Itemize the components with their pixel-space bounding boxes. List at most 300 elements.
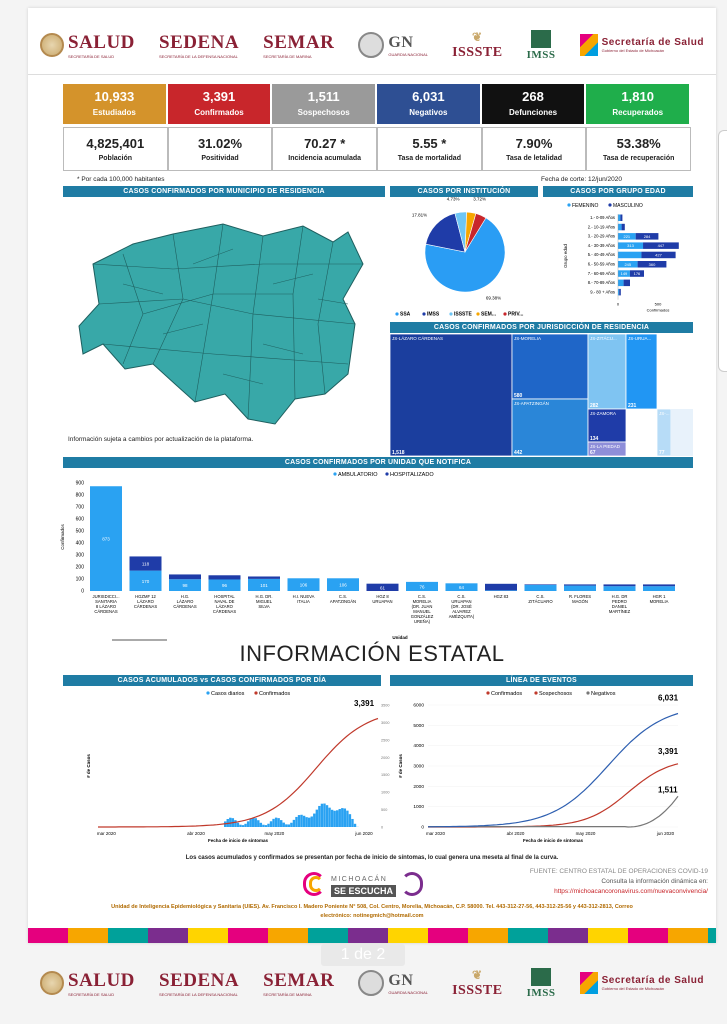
- unidad-ytick-6: 600: [75, 516, 84, 523]
- acum-legend-0: Casos diarios: [211, 690, 245, 697]
- stat-label: Defunciones: [509, 108, 558, 117]
- unidad-category-6: C.S. APATZINGÁN: [329, 594, 357, 604]
- section-unidad: CASOS CONFIRMADOS POR UNIDAD QUE NOTIFICA: [63, 457, 693, 468]
- treemap-value-5: 134: [590, 436, 599, 442]
- acum-day-bar: [262, 825, 264, 827]
- edad-label-fem-6: 149: [620, 271, 628, 277]
- gn-logo: GN GUARDIA NACIONAL: [358, 970, 428, 996]
- event-xtick-0: mar 2020: [425, 831, 446, 836]
- treemap-name-2: JS-APATZINGÁN: [514, 401, 549, 406]
- imss-logo: IMSS: [527, 30, 556, 61]
- acum-day-bar: [354, 824, 356, 827]
- institucion-pie-chart: [390, 196, 540, 320]
- acum-ytick-5: 2500: [381, 738, 390, 743]
- section-eventos: LÍNEA DE EVENTOS: [390, 675, 693, 686]
- acum-xtick-2: may 2020: [264, 831, 285, 836]
- unidad-category-0: JURISDICCI... SANITARIA 8 LÁZARO CÁRDENAS: [92, 594, 120, 614]
- unidad-ytick-5: 500: [75, 528, 84, 535]
- unidad-ytick-7: 700: [75, 504, 84, 511]
- stat-rate-5: [586, 127, 691, 171]
- unidad-bar-hosp-14: [643, 584, 675, 586]
- stat-rate-1: [168, 127, 273, 171]
- acum-ytick-3: 1500: [381, 773, 390, 778]
- acum-xlabel: Fecha de inicio de síntomas: [207, 838, 269, 843]
- stat-value: 53.38%: [616, 136, 661, 151]
- acum-day-bar: [275, 818, 277, 827]
- unidad-label-amb-5: 106: [299, 582, 308, 588]
- edad-xtick-0: 0: [616, 301, 620, 307]
- secretaria-salud-logo: Secretaría de Salud Gobierno del Estado de Michoacán: [580, 34, 704, 56]
- unidad-bar-amb-13: [604, 586, 636, 591]
- fuente: FUENTE: CENTRO ESTATAL DE OPERACIONES COVID-19: [529, 868, 708, 875]
- treemap-value-7: 77: [659, 450, 665, 456]
- stat-value: 4,825,401: [86, 136, 145, 151]
- edad-category-3: 4.- 30-39 Años: [587, 242, 615, 248]
- acum-day-bar: [339, 809, 341, 827]
- acum-day-bar: [318, 806, 320, 827]
- edad-ylabel: Grupo edad: [563, 244, 568, 268]
- consulta-url-link[interactable]: https://michoacancoronavirus.com/nuevaconvivencia/: [554, 888, 708, 895]
- unidad-bar-hosp-11: [525, 584, 557, 585]
- stat-label: Estudiados: [92, 108, 136, 117]
- report-page: [28, 8, 716, 943]
- treemap-value-4: 231: [628, 403, 637, 409]
- event-ylabel: # de Casos: [398, 754, 403, 778]
- event-ytick-0: 0: [421, 825, 424, 831]
- section-acumulados: CASOS ACUMULADOS vs CASOS CONFIRMADOS POR DÍA: [63, 675, 381, 686]
- stat-label: Tasa de mortalidad: [397, 155, 461, 162]
- stat-rate-4: [482, 127, 587, 171]
- stat-value: 268: [522, 89, 544, 104]
- stat-value: 5.55 *: [412, 136, 447, 151]
- stat-defunciones: [482, 84, 587, 124]
- eventos-line-chart: [388, 687, 700, 847]
- logo-bar: [28, 22, 716, 68]
- acum-day-bar: [249, 819, 251, 827]
- unidad-legend-swatch-1: [385, 472, 388, 475]
- email-link[interactable]: electrónico: notinegmich@hotmail.com: [320, 913, 424, 919]
- unidad-category-2: H.G. LÁZARO CÁRDENAS: [173, 594, 197, 609]
- unidad-bar-amb-14: [643, 586, 675, 591]
- stat-label: Confirmados: [194, 108, 244, 117]
- brand-line2: SE ESCUCHA: [331, 885, 396, 897]
- section-jurisdiccion: CASOS CONFIRMADOS POR JURISDICCIÓN DE RESIDENCIA: [390, 322, 693, 333]
- informacion-estatal-title: INFORMACIÓN ESTATAL: [239, 641, 505, 666]
- unidad-ytick-1: 100: [75, 576, 84, 583]
- stat-value: 7.90%: [515, 136, 553, 151]
- edad-bar-masc-8: [619, 289, 621, 296]
- map-note: Información sujeta a cambios por actualización de la plataforma.: [68, 436, 254, 443]
- acum-xtick-1: abr 2020: [187, 831, 205, 836]
- michoacan-map: [63, 204, 385, 454]
- treemap-value-3: 282: [590, 403, 599, 409]
- unidad-label-amb-2: 98: [182, 583, 188, 589]
- michoacan-brand: [303, 868, 423, 902]
- event-xtick-3: jun 2020: [656, 831, 675, 836]
- treemap-remainder: [671, 409, 693, 456]
- acum-legend-1: Confirmados: [259, 690, 291, 697]
- pie-legend-swatch-3: [476, 312, 479, 315]
- pie-label-2: 4.73%: [446, 196, 460, 202]
- edad-label-masc-6: 176: [633, 271, 641, 277]
- unidad-label-amb-0: 873: [102, 536, 110, 542]
- acum-day-bar: [247, 821, 249, 827]
- unidad-category-12: R. FLORES MAGÓN: [568, 594, 592, 604]
- acum-day-bar: [260, 823, 262, 827]
- imss-logo: IMSS: [527, 968, 556, 999]
- edad-category-8: 9.- 80 + Años: [590, 289, 615, 295]
- acum-day-bar: [351, 819, 353, 827]
- edad-bar-fem-1: [618, 224, 622, 231]
- unidad-bar-hosp-13: [604, 584, 636, 586]
- acum-day-bar: [326, 805, 328, 827]
- edad-legend-1: MASCULINO: [613, 202, 643, 209]
- section-edad: CASOS POR GRUPO EDAD: [543, 186, 693, 197]
- acum-day-bar: [272, 819, 274, 827]
- pie-legend-3: SEM...: [481, 311, 497, 318]
- pie-legend-1: IMSS: [427, 311, 440, 318]
- acum-day-bar: [293, 820, 295, 827]
- edad-label-masc-2: 284: [643, 233, 651, 239]
- acum-day-bar: [283, 823, 285, 827]
- edad-category-2: 3.- 20-29 Años: [587, 233, 615, 239]
- acum-day-bar: [308, 818, 310, 827]
- unidad-label-amb-8: 76: [419, 584, 425, 590]
- gn-logo: GN GUARDIA NACIONAL: [358, 32, 428, 58]
- per-habitantes-note: * Por cada 100,000 habitantes: [77, 176, 165, 183]
- stat-confirmados: [168, 84, 273, 124]
- stat-value: 6,031: [412, 89, 445, 104]
- treemap-name-3: JS-ZITÁCU...: [590, 336, 617, 341]
- unidad-ylabel: Confirmados: [60, 524, 65, 550]
- edad-legend-swatch-1: [608, 203, 611, 206]
- acum-legend-swatch-0: [206, 691, 209, 694]
- edad-category-4: 5.- 40-49 Años: [587, 252, 615, 258]
- sedena-logo: SEDENA SECRETARÍA DE LA DEFENSA NACIONAL: [159, 969, 240, 997]
- unidad-bar-amb-11: [525, 585, 557, 591]
- stat-label: Incidencia acumulada: [288, 155, 362, 162]
- event-end-label-1: 1,511: [658, 785, 678, 795]
- unidad-legend-1: HOSPITALIZADO: [390, 471, 434, 478]
- unidad-bar-hosp-2: [169, 574, 201, 579]
- unidad-category-8: C.S. MORELIA (DR. JUAN MANUEL GONZÁLEZ UREÑA): [410, 594, 434, 624]
- issste-logo: ❦ ISSSTE: [452, 29, 503, 60]
- event-ytick-4: 4000: [413, 744, 424, 750]
- treemap-value-0: 1,518: [392, 450, 405, 456]
- edad-bar-fem-4: [618, 252, 641, 259]
- treemap-value-6: 67: [590, 450, 596, 456]
- stat-value: 70.27 *: [304, 136, 346, 151]
- edad-category-7: 8.- 70-89 Años: [587, 280, 615, 286]
- stat-rate-3: [377, 127, 482, 171]
- semar-logo: SEMAR SECRETARÍA DE MARINA: [263, 31, 335, 59]
- stat-label: Negativos: [409, 108, 448, 117]
- stat-rate-0: [63, 127, 168, 171]
- acum-day-bar: [267, 824, 269, 827]
- treemap-name-5: JS-ZAMORA: [590, 411, 617, 416]
- edad-bar-masc-7: [624, 280, 630, 287]
- acum-xtick-0: mar 2020: [96, 831, 116, 836]
- treemap-cell-2: [512, 399, 588, 456]
- stat-label: Tasa de letalidad: [506, 155, 562, 162]
- event-legend-2: Negativos: [591, 690, 616, 697]
- acum-day-bar: [328, 808, 330, 827]
- treemap-cell-3: [588, 334, 626, 409]
- event-xlabel: Fecha de inicio de síntomas: [522, 838, 584, 843]
- acum-day-bar: [270, 821, 272, 827]
- treemap-value-1: 580: [514, 393, 523, 399]
- stat-value: 3,391: [202, 89, 236, 104]
- stat-label: Población: [98, 155, 133, 162]
- brand-line1: MICHOACÁN: [331, 876, 388, 883]
- treemap-cell-1: [512, 334, 588, 399]
- event-legend-0: Confirmados: [491, 690, 523, 697]
- unidad-ytick-9: 900: [75, 480, 84, 487]
- unidad-category-7: HGZ 8 URUAPAN: [372, 594, 393, 604]
- edad-category-0: 1.- 0-09 Años: [590, 215, 615, 220]
- acum-day-bar: [234, 820, 236, 827]
- acum-day-bar: [288, 824, 290, 827]
- acum-end-label: 3,391: [354, 698, 375, 708]
- acum-day-bar: [305, 817, 307, 827]
- event-line-2: [428, 714, 678, 827]
- unidad-label-amb-6: 106: [339, 582, 347, 588]
- stat-label: Tasa de recuperación: [602, 155, 675, 162]
- pie-legend-swatch-2: [449, 312, 452, 315]
- event-line-0: [428, 764, 678, 827]
- event-xtick-1: abr 2020: [506, 831, 525, 836]
- acum-day-bar: [295, 817, 297, 827]
- acum-day-bar: [346, 811, 348, 827]
- acumulados-chart: [58, 687, 388, 847]
- pie-legend-4: PRIV...: [508, 311, 524, 318]
- unidad-ytick-8: 800: [75, 492, 84, 499]
- acum-day-bar: [311, 816, 313, 827]
- acum-day-bar: [298, 815, 300, 827]
- salud-logo: SALUD SECRETARÍA DE SALUD: [40, 32, 135, 59]
- address: Unidad de Inteligencia Epidemiológica y Sanitaria (UIES). Av. Francisco I. Madero Poniente N° 508, Col. Centro, Morelia, Michoacán, C.P. 58000. Tel. 443-312-27-56, 443-312-25-56 y 443-312-2813, Correo: [111, 904, 633, 910]
- pie-legend-2: ISSSTE: [454, 311, 472, 318]
- treemap-cell-7: [657, 409, 671, 456]
- acum-day-bar: [265, 825, 267, 827]
- stat-estudiados: [63, 84, 168, 124]
- edad-label-masc-5: 360: [648, 261, 656, 267]
- acum-ytick-7: 3500: [381, 703, 390, 708]
- edad-bar-fem-0: [618, 215, 620, 222]
- unidad-label-hosp-1: 118: [141, 561, 150, 567]
- acum-day-bar: [331, 810, 333, 827]
- stat-negativos: [377, 84, 482, 124]
- event-legend-swatch-1: [534, 691, 537, 694]
- section-institucion: CASOS POR INSTITUCIÓN: [390, 186, 538, 197]
- edad-category-1: 2.- 10-19 Años: [587, 224, 615, 230]
- acum-legend-swatch-1: [254, 691, 257, 694]
- pie-legend-swatch-1: [422, 312, 425, 315]
- treemap-cell-0: [390, 334, 512, 456]
- edad-label-fem-2: 221: [623, 233, 631, 239]
- treemap-cell-4: [626, 334, 657, 409]
- treemap-name-4: JS-URUA...: [628, 336, 652, 341]
- event-legend-1: Sospechosos: [539, 690, 573, 697]
- unidad-label-hosp-7: 61: [379, 585, 386, 591]
- treemap-name-6: JS-LA PIEDAD: [590, 444, 621, 449]
- event-end-label-2: 6,031: [658, 693, 679, 703]
- acum-ylabel: # de Casos: [86, 754, 91, 778]
- acum-day-bar: [300, 815, 302, 827]
- acum-xtick-3: jun 2020: [355, 831, 373, 836]
- unidad-bar-amb-10: [485, 590, 517, 591]
- edad-bar-fem-7: [618, 280, 624, 287]
- section-municipio: CASOS CONFIRMADOS POR MUNICIPIO DE RESIDENCIA: [63, 186, 385, 197]
- edad-bar-chart: [543, 198, 693, 320]
- footer-note: Los casos acumulados y confirmados se presentan por fecha de inicio de síntomas, lo cual genera una meseta al final de la curva.: [185, 855, 559, 861]
- edad-label-masc-3: 447: [657, 243, 665, 249]
- stats-panel: [63, 84, 691, 171]
- pie-legend-swatch-0: [395, 312, 398, 315]
- stat-label: Sospechosos: [297, 108, 350, 117]
- stat-recuperados: [586, 84, 691, 124]
- edad-legend-swatch-0: [567, 203, 570, 206]
- pie-label-0: 69.38%: [485, 295, 502, 301]
- logo-bar-page2: [28, 960, 716, 1006]
- acum-day-bar: [323, 804, 325, 827]
- acum-day-bar: [344, 808, 346, 827]
- acum-day-bar: [244, 824, 246, 827]
- stat-value: 31.02%: [197, 136, 243, 151]
- unidad-bar-hosp-12: [564, 584, 596, 585]
- unidad-category-1: HGZMF 12 LÁZARO CÁRDENAS: [133, 594, 158, 609]
- fecha-corte: Fecha de corte: 12/jun/2020: [541, 176, 622, 183]
- event-end-label-0: 3,391: [658, 747, 679, 757]
- edad-xlabel: Confirmados: [646, 307, 670, 313]
- acum-day-bar: [257, 820, 259, 827]
- event-legend-swatch-0: [486, 691, 489, 694]
- edad-category-6: 7.- 60-69 Años: [587, 270, 615, 276]
- acum-day-bar: [239, 825, 241, 827]
- acum-day-bar: [280, 820, 282, 827]
- edad-label-fem-5: 245: [624, 261, 632, 267]
- event-ytick-6: 6000: [413, 703, 424, 709]
- stat-value: 1,810: [621, 89, 654, 104]
- unidad-legend-0: AMBULATORIO: [338, 471, 378, 478]
- event-xtick-2: may 2020: [575, 831, 596, 836]
- scroll-handle[interactable]: [718, 130, 727, 372]
- stat-label: Recuperados: [612, 108, 664, 117]
- unidad-bar-hosp-3: [209, 575, 241, 579]
- event-legend-swatch-2: [586, 691, 589, 694]
- acum-ytick-2: 1000: [381, 790, 390, 795]
- acum-day-bar: [255, 818, 257, 827]
- acum-day-bar: [336, 810, 338, 827]
- acum-day-bar: [313, 814, 315, 827]
- consulta: Consulta la información dinámica en:: [601, 878, 708, 885]
- unidad-xlabel: Unidad: [392, 635, 408, 640]
- edad-bar-masc-0: [620, 215, 622, 222]
- treemap-name-7: JS-...: [659, 411, 670, 416]
- unidad-bar-hosp-4: [248, 576, 280, 578]
- pie-legend-0: SSA: [400, 311, 411, 318]
- acum-day-bar: [229, 818, 231, 827]
- unidad-label-amb-4: 101: [260, 582, 268, 588]
- unidad-ytick-0: 0: [81, 588, 84, 595]
- acum-day-bar: [349, 814, 351, 827]
- acum-day-bar: [341, 808, 343, 827]
- acum-day-bar: [316, 810, 318, 827]
- edad-legend-0: FEMENINO: [572, 202, 599, 209]
- issste-logo: ❦ ISSSTE: [452, 967, 503, 998]
- stat-rate-2: [272, 127, 377, 171]
- acum-day-bar: [290, 823, 292, 827]
- unidad-bar-hosp-10: [485, 584, 517, 591]
- unidad-ytick-2: 200: [75, 564, 84, 571]
- acum-ytick-0: 0: [381, 825, 384, 830]
- stat-label: Positividad: [201, 155, 239, 162]
- unidad-category-10: HGZ 83: [493, 594, 509, 599]
- edad-category-5: 6.- 50-59 Años: [587, 261, 615, 267]
- semar-logo: SEMAR SECRETARÍA DE MARINA: [263, 969, 335, 997]
- stat-value: 1,511: [307, 89, 340, 104]
- event-ytick-3: 3000: [413, 764, 424, 770]
- stat-value: 10,933: [94, 89, 135, 104]
- unidad-category-3: HOSPITAL NAVAL DE LÁZARO CÁRDENAS: [212, 594, 237, 614]
- unidad-label-amb-3: 96: [221, 583, 228, 589]
- unidad-label-amb-1: 170: [141, 578, 150, 584]
- unidad-category-13: H.G. DR PEDRO DANIEL MARTÍNEZ: [608, 594, 631, 614]
- acum-day-bar: [252, 818, 254, 827]
- treemap-name-1: JS-MORELIA: [514, 336, 542, 341]
- acum-day-bar: [285, 824, 287, 827]
- unidad-legend-swatch-0: [333, 472, 336, 475]
- unidad-label-amb-9: 64: [458, 585, 465, 591]
- unidad-category-11: C.S. ZITÁCUARO: [528, 594, 553, 604]
- unidad-bar-chart: [50, 469, 700, 644]
- acum-ytick-6: 3000: [381, 720, 390, 725]
- unidad-category-14: HGR 1 MORELIA: [649, 594, 669, 604]
- acum-day-bar: [242, 825, 244, 827]
- sedena-logo: SEDENA SECRETARÍA DE LA DEFENSA NACIONAL: [159, 31, 240, 59]
- edad-label-fem-3: 313: [627, 243, 634, 249]
- acum-day-bar: [237, 823, 239, 827]
- edad-xtick-1: 500: [654, 301, 662, 307]
- treemap-value-2: 442: [514, 450, 523, 456]
- unidad-category-9: C.S. URUAPAN (DR. JOSÉ ALVAREZ AMÉZQUITA): [448, 594, 475, 619]
- edad-label-masc-4: 427: [655, 252, 662, 258]
- acum-day-bar: [277, 818, 279, 827]
- acum-ytick-4: 2000: [381, 755, 390, 760]
- salud-logo: SALUD SECRETARÍA DE SALUD: [40, 970, 135, 997]
- event-ytick-2: 2000: [413, 784, 424, 790]
- jurisdiccion-treemap: [390, 334, 693, 456]
- event-ytick-1: 1000: [413, 805, 424, 811]
- secretaria-salud-logo: Secretaría de Salud Gobierno del Estado de Michoacán: [580, 972, 704, 994]
- acum-day-bar: [303, 816, 305, 827]
- rainbow-strip: [28, 928, 716, 943]
- acum-day-bar: [321, 804, 323, 827]
- pie-label-3: 3.72%: [473, 196, 487, 202]
- unidad-category-4: H.G. DR. MIGUEL SILVA: [255, 594, 273, 609]
- pie-label-1: 17.81%: [411, 212, 428, 218]
- treemap-name-0: JS-LÁZARO CÁRDENAS: [392, 336, 444, 341]
- unidad-bar-amb-12: [564, 586, 596, 591]
- unidad-category-5: H.I. NUEVA ITALIA: [292, 594, 315, 604]
- event-ytick-5: 5000: [413, 723, 424, 729]
- unidad-ytick-3: 300: [75, 552, 84, 559]
- acum-ytick-1: 500: [381, 808, 388, 813]
- pie-legend-swatch-4: [503, 312, 506, 315]
- unidad-ytick-4: 400: [75, 540, 84, 547]
- acum-day-bar: [333, 811, 335, 827]
- stat-sospechosos: [272, 84, 377, 124]
